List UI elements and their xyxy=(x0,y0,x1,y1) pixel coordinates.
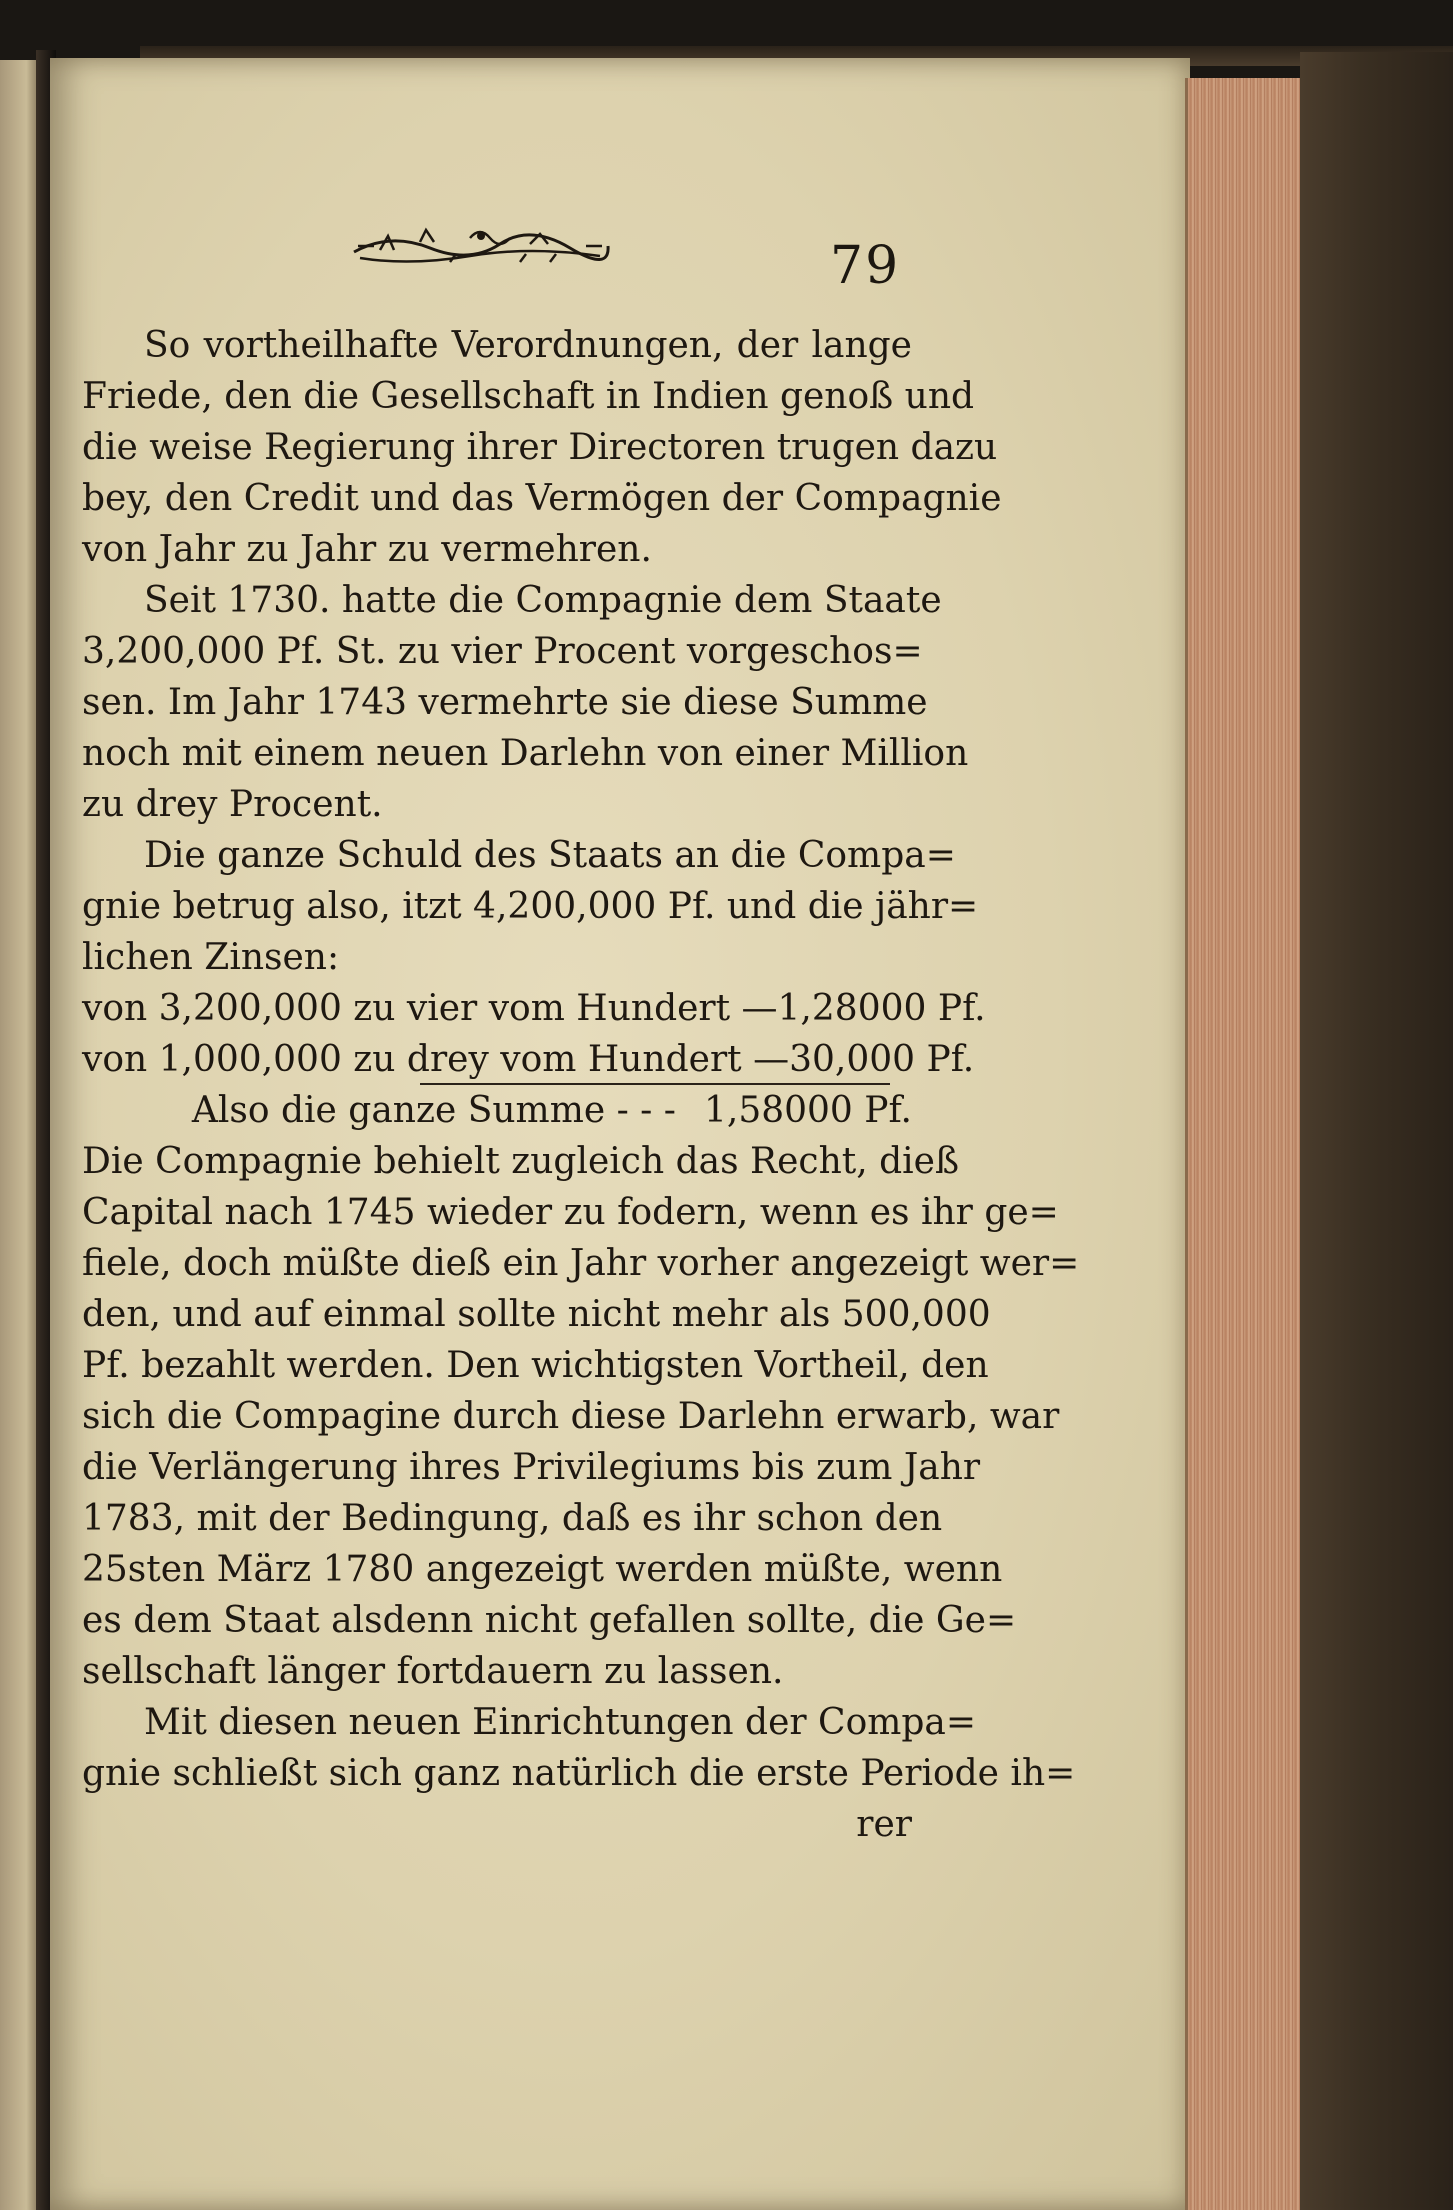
leather-cover xyxy=(1300,52,1453,2210)
text-line: zu drey Procent. xyxy=(82,784,383,825)
total-row xyxy=(82,1085,912,1136)
text-line: fiele, doch müßte dieß ein Jahr vorher angezeigt wer= xyxy=(82,1243,1080,1284)
text-line: Pf. bezahlt werden. Den wichtigsten Vortheil, den xyxy=(82,1345,989,1386)
text-line: Die ganze Schuld des Staats an die Compa= xyxy=(144,835,956,876)
text-line: von Jahr zu Jahr zu vermehren. xyxy=(82,529,652,570)
text-line: 1783, mit der Bedingung, daß es ihr schon den xyxy=(82,1498,943,1539)
text-line: Mit diesen neuen Einrichtungen der Compa= xyxy=(144,1702,977,1743)
interest-value: 30,000 Pf. xyxy=(789,1039,975,1080)
text-line: gnie betrug also, itzt 4,200,000 Pf. und die jähr= xyxy=(82,886,979,927)
interest-value: 1,28000 Pf. xyxy=(777,988,986,1029)
text-line: Friede, den die Gesellschaft in Indien genoß und xyxy=(82,376,975,417)
total-label: Also die ganze Summe - - - xyxy=(191,1090,676,1131)
text-line: es dem Staat alsdenn nicht gefallen sollte, die Ge= xyxy=(82,1600,1017,1641)
page-body xyxy=(82,320,1080,1850)
text-line: So vortheilhafte Verordnungen, der lange xyxy=(144,325,912,366)
text-line: den, und auf einmal sollte nicht mehr als 500,000 xyxy=(82,1294,991,1335)
interest-label: von 1,000,000 zu drey vom Hundert — xyxy=(82,1039,790,1080)
text-line: lichen Zinsen: xyxy=(82,937,340,978)
text-line: sich die Compagine durch diese Darlehn erwarb, war xyxy=(82,1396,1060,1437)
text-line: gnie schließt sich ganz natürlich die erste Periode ih= xyxy=(82,1753,1076,1794)
page-fore-edge xyxy=(1185,78,1308,2210)
text-line: Capital nach 1745 wieder zu fodern, wenn es ihr ge= xyxy=(82,1192,1059,1233)
text-line: sen. Im Jahr 1743 vermehrte sie diese Summe xyxy=(82,682,928,723)
text-line: die weise Regierung ihrer Directoren trugen dazu xyxy=(82,427,998,468)
text-line: die Verlängerung ihres Privilegiums bis zum Jahr xyxy=(82,1447,981,1488)
interest-row xyxy=(82,1034,975,1085)
interest-label: von 3,200,000 zu vier vom Hundert — xyxy=(82,988,778,1029)
text-line: bey, den Credit und das Vermögen der Compagnie xyxy=(82,478,1002,519)
text-line: sellschaft länger fortdauern zu lassen. xyxy=(82,1651,784,1692)
text-line: 3,200,000 Pf. St. zu vier Procent vorgeschos= xyxy=(82,631,923,672)
interest-row xyxy=(82,983,986,1034)
page-number: 79 xyxy=(830,236,901,296)
ornament-icon xyxy=(350,222,612,270)
text-line: noch mit einem neuen Darlehn von einer Million xyxy=(82,733,969,774)
text-line: Seit 1730. hatte die Compagnie dem Staate xyxy=(144,580,942,621)
text-line: 25sten März 1780 angezeigt werden müßte, wenn xyxy=(82,1549,1003,1590)
catchword: rer xyxy=(856,1804,912,1845)
text-line: Die Compagnie behielt zugleich das Recht, dieß xyxy=(82,1141,960,1182)
total-value: 1,58000 Pf. xyxy=(703,1090,912,1131)
